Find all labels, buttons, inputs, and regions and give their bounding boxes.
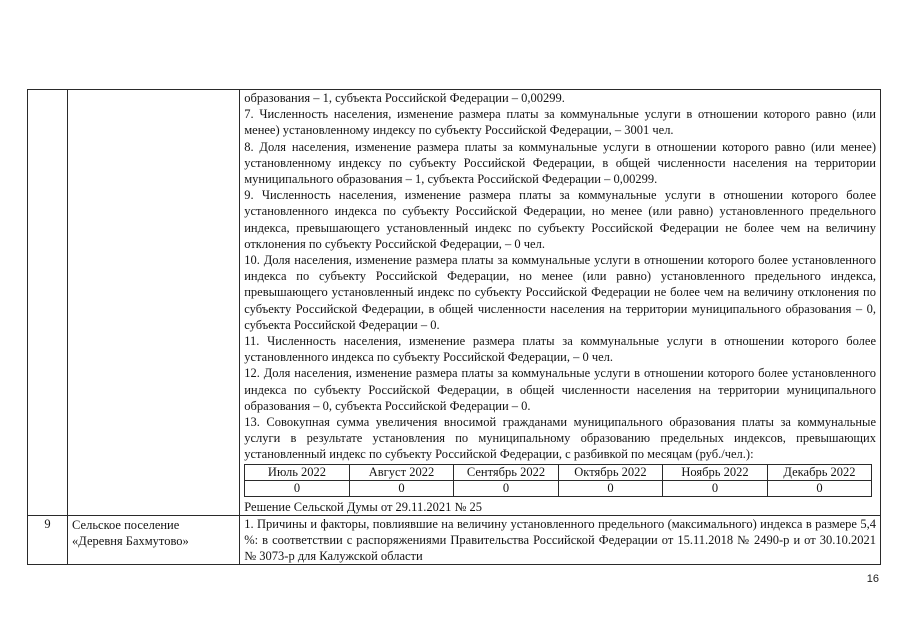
month-header: Август 2022 [349,464,454,480]
indicator-paragraph: образования – 1, субъекта Российской Федерации – 0,00299. [244,91,565,105]
month-value: 0 [349,480,454,496]
municipality-name-line: Сельское поселение [72,517,180,532]
month-header: Ноябрь 2022 [663,464,768,480]
indicator-paragraph: 11. Численность населения, изменение размера платы за коммунальные услуги в отношении которого более установленного индекса по субъекту Российской Федерации, – 0 чел. [244,334,876,365]
municipality-name-line: «Деревня Бахмутово» [72,533,189,548]
row-number-cell: 9 [28,515,68,565]
month-value: 0 [245,480,350,496]
row-number-cell [28,90,68,516]
indicator-paragraph: 13. Совокупная сумма увеличения вносимой гражданами муниципального образования платы за коммунальные услуги в результате установления по муниципальному образованию предельных индексов, превышающих установленный индекс по субъекту Российской Федерации, с разбивкой по месяцам (руб./чел.): [244,415,876,462]
indicator-paragraph: 1. Причины и факторы, повлиявшие на величину установленного предельного (максимального) индекса в размере 5,4 %: в соответствии с распоряжениями Правительства Российской Федерации от 15.11.2018 № 2490-р и от 30.10.2021 № 3073-р для Калужской области [244,516,876,564]
indicator-paragraph: 12. Доля населения, изменение размера платы за коммунальные услуги в отношении которого более установленного индекса по субъекту Российской Федерации, в общей численности населения на территории муниципального образования – 0, субъекта Российской Федерации – 0. [244,366,876,413]
table-row-bakhmutovo [28,515,881,565]
decision-reference: Решение Сельской Думы от 29.11.2021 № 25 [244,499,483,514]
month-header: Июль 2022 [245,464,350,480]
indicators-text-cell [240,515,881,565]
month-value-row [245,480,872,496]
indicators-text-cell [240,90,881,516]
month-header: Декабрь 2022 [767,464,872,480]
month-header-row [245,464,872,480]
indicator-paragraph: 10. Доля населения, изменение размера платы за коммунальные услуги в отношении которого более установленного индекса по субъекту Российской Федерации, но менее (или равно) установленного предельного индекса, превышающего установленный индекс по субъекту Российской Федерации не более чем на величину отклонения по субъекту Российской Федерации, в общей численности населения на территории муниципального образования – 0, субъекта Российской Федерации – 0. [244,253,876,332]
municipal-index-table [27,89,881,565]
month-value: 0 [558,480,663,496]
page-number: 16 [866,573,879,585]
indicator-paragraph: 8. Доля населения, изменение размера платы за коммунальные услуги в отношении которого равно (или менее) установленному индексу по субъекту Российской Федерации, в общей численности населения на территории муниципального образования – 1, субъекта Российской Федерации – 0,00299. [244,139,876,187]
month-value: 0 [767,480,872,496]
indicator-paragraph: 7. Численность населения, изменение размера платы за коммунальные услуги в отношении которого равно (или менее) установленному индексу по субъекту Российской Федерации, – 3001 чел. [244,107,876,138]
monthly-increase-table [244,464,872,497]
month-value: 0 [663,480,768,496]
month-header: Октябрь 2022 [558,464,663,480]
month-value: 0 [454,480,559,496]
month-header: Сентябрь 2022 [454,464,559,480]
table-row-previous-municipality [28,90,881,516]
municipality-name-cell [68,90,240,516]
indicator-paragraph: 9. Численность населения, изменение размера платы за коммунальные услуги в отношении которого более установленного индекса по субъекту Российской Федерации, но менее (или равно) установленного предельного индекса, превышающего установленный индекс по субъекту Российской Федерации не более чем на величину отклонения по субъекту Российской Федерации, – 0 чел. [244,188,876,251]
municipality-name-cell [68,515,240,565]
